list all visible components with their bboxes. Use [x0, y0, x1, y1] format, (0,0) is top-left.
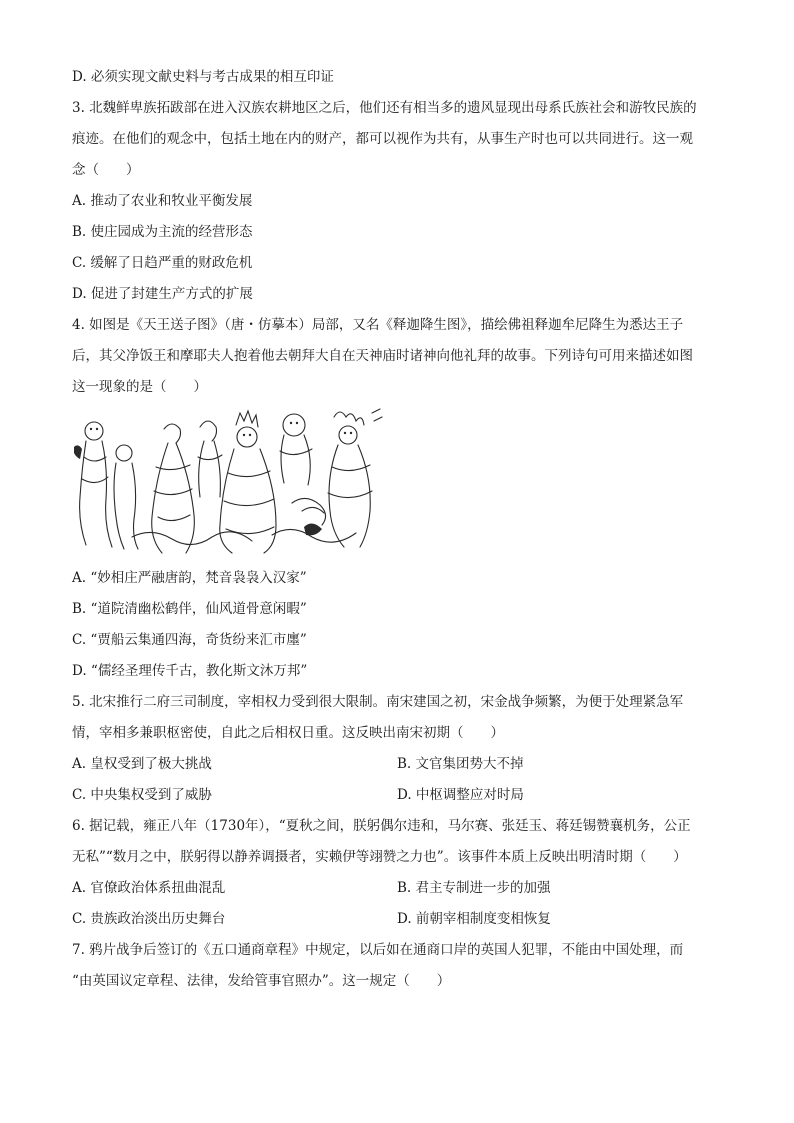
q3-option-b: B. 使庄园成为主流的经营形态: [72, 224, 253, 240]
q4-stem-line-2: 后，其父净饭王和摩耶夫人抱着他去朝拜大自在天神庙时诸神向他礼拜的故事。下列诗句可用来描述如图: [72, 348, 693, 364]
q5-option-c: C. 中央集权受到了威胁: [72, 787, 212, 803]
q3-stem-line-3: 念（ ）: [72, 162, 140, 178]
q4-stem-line-3: 这一现象的是（ ）: [72, 379, 207, 395]
q6-option-a: A. 官僚政治体系扭曲混乱: [72, 880, 226, 896]
q4-stem-line-1: 4. 如图是《天王送子图》（唐・仿摹本）局部，又名《释迦降生图》，描绘佛祖释迦牟尼降生为悉达王子: [72, 317, 684, 333]
q4-option-b: B. “道院清幽松鹤伴，仙风道骨意闲暇”: [72, 601, 307, 617]
question-5: [72, 687, 724, 811]
question-6: [72, 811, 724, 935]
q6-options-row-1: [72, 873, 724, 904]
line-drawing-figures-image: [72, 407, 384, 557]
q6-stem-line-1: 6. 据记载，雍正八年（1730年），“夏秋之间，朕躬偶尔违和，马尔赛、张廷玉、蒋廷锡赞襄机务，公正: [72, 818, 691, 834]
q3-stem-line-1: 3. 北魏鲜卑族拓跋部在进入汉族农耕地区之后，他们还有相当多的遗风显现出母系氏族社会和游牧民族的: [72, 100, 697, 116]
q7-stem-line-2: “由英国议定章程、法律，发给管事官照办”。这一规定（ ）: [72, 973, 451, 989]
q3-option-c: C. 缓解了日趋严重的财政危机: [72, 255, 253, 271]
q6-option-d: D. 前朝宰相制度变相恢复: [397, 911, 551, 927]
q5-option-b: B. 文官集团势大不掉: [397, 756, 524, 772]
exam-page: [72, 62, 724, 997]
q6-stem-line-2: 无私”“数月之中，朕躬得以静养调摄者，实赖伊等翊赞之力也”。该事件本质上反映出明清时期（ ）: [72, 849, 687, 865]
q7-stem-line-1: 7. 鸦片战争后签订的《五口通商章程》中规定，以后如在通商口岸的英国人犯罪，不能由中国处理，而: [72, 942, 684, 958]
q5-stem-line-1: 5. 北宋推行二府三司制度，宰相权力受到很大限制。南宋建国之初，宋金战争频繁，为便于处理紧急军: [72, 694, 684, 710]
prev-option-d: D. 必须实现文献史料与考古成果的相互印证: [72, 69, 334, 85]
question-7: [72, 935, 724, 997]
question-4: [72, 310, 724, 687]
q3-option-d: D. 促进了封建生产方式的扩展: [72, 286, 253, 302]
painting-illustration: [72, 407, 384, 557]
q4-option-a: A. “妙相庄严融唐韵，梵音袅袅入汉家”: [72, 570, 307, 586]
q6-option-b: B. 君主专制进一步的加强: [397, 880, 551, 896]
q3-stem-line-2: 痕迹。在他们的观念中，包括土地在内的财产，都可以视作为共有，从事生产时也可以共同进行。这一观: [72, 131, 693, 147]
q5-options-row-1: [72, 749, 724, 780]
q5-stem-line-2: 情，宰相多兼职枢密使，自此之后相权日重。这反映出南宋初期（ ）: [72, 725, 504, 741]
q5-option-d: D. 中枢调整应对时局: [397, 787, 524, 803]
q5-options-row-2: [72, 780, 724, 811]
q4-option-d: D. “儒经圣理传千古，教化斯文沐万邦”: [72, 663, 308, 679]
q3-option-a: A. 推动了农业和牧业平衡发展: [72, 193, 253, 209]
q5-option-a: A. 皇权受到了极大挑战: [72, 756, 212, 772]
q6-options-row-2: [72, 904, 724, 935]
q4-option-c: C. “贾船云集通四海，奇货纷来汇市廛”: [72, 632, 307, 648]
question-3: [72, 93, 724, 310]
q6-option-c: C. 贵族政治淡出历史舞台: [72, 911, 226, 927]
